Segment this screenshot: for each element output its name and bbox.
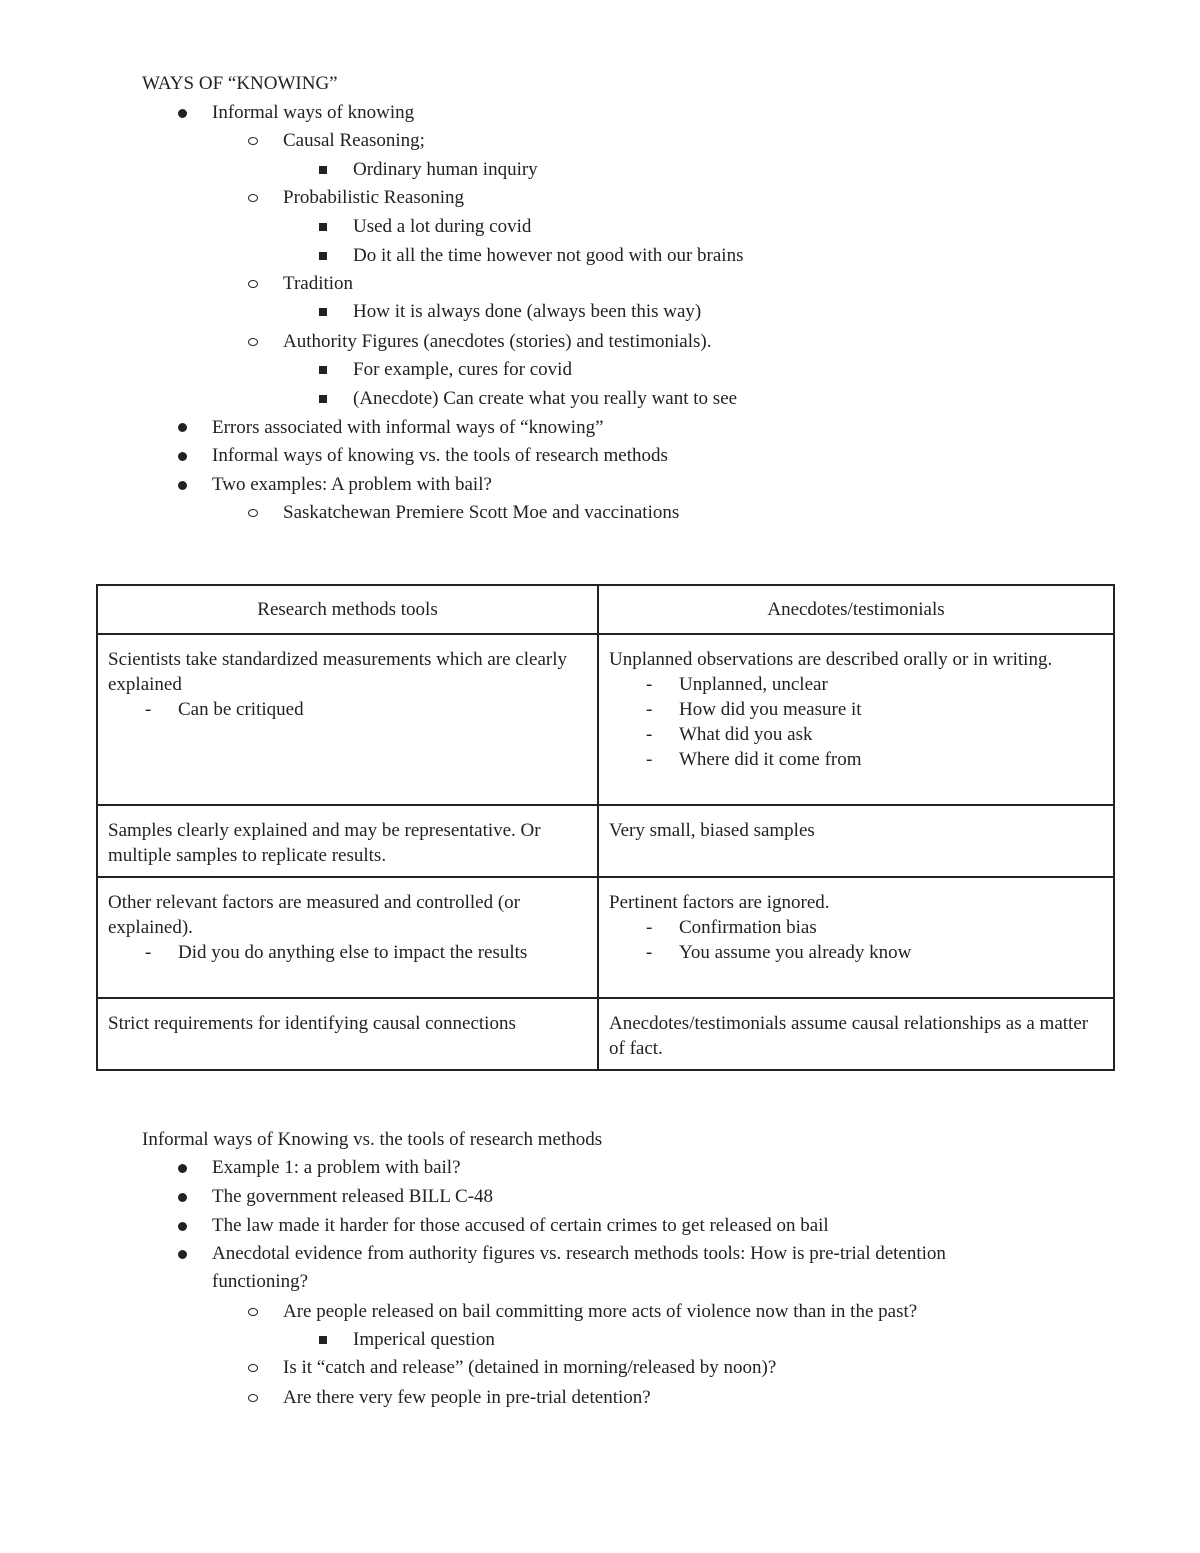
cell-text: Anecdotes/testimonials assume causal relationships as a matter of fact. bbox=[609, 1013, 1089, 1059]
cell-text: Other relevant factors are measured and controlled (or explained). bbox=[108, 892, 520, 938]
list-item: Ordinary human inquiry bbox=[353, 159, 538, 180]
dash-marker: - bbox=[646, 917, 653, 938]
table-row bbox=[97, 877, 1114, 998]
cell-text: Very small, biased samples bbox=[609, 820, 815, 841]
cell-text: Pertinent factors are ignored. bbox=[609, 892, 830, 913]
list-item: Anecdotal evidence from authority figures vs. research methods tools: How is pre-trial detention bbox=[212, 1243, 946, 1264]
sub-item bbox=[609, 672, 1103, 697]
table-cell bbox=[97, 998, 598, 1070]
cell-text: Unplanned observations are described orally or in writing. bbox=[609, 649, 1053, 670]
bullet-circle bbox=[248, 194, 258, 202]
bullet-circle bbox=[248, 1364, 258, 1372]
list-item: Is it “catch and release” (detained in morning/released by noon)? bbox=[283, 1357, 777, 1378]
list-item: The law made it harder for those accused of certain crimes to get released on bail bbox=[212, 1215, 829, 1236]
list-item: Probabilistic Reasoning bbox=[283, 187, 465, 208]
list-item: Saskatchewan Premiere Scott Moe and vaccinations bbox=[283, 502, 680, 523]
table-cell bbox=[97, 805, 598, 877]
cell-text: Samples clearly explained and may be representative. Or multiple samples to replicate results. bbox=[108, 820, 541, 866]
bullet-disc bbox=[178, 481, 187, 490]
bullet-circle bbox=[248, 1308, 258, 1316]
list-item: Two examples: A problem with bail? bbox=[212, 474, 492, 495]
header-anecdotes: Anecdotes/testimonials bbox=[598, 585, 1114, 634]
list-item: Errors associated with informal ways of “knowing” bbox=[212, 417, 604, 438]
bullet-disc bbox=[178, 1222, 187, 1231]
table-cell bbox=[598, 634, 1114, 805]
bullet-disc bbox=[178, 452, 187, 461]
bullet-circle bbox=[248, 509, 258, 517]
sub-item-text: Can be critiqued bbox=[178, 699, 304, 720]
bullet-square bbox=[319, 308, 327, 316]
table-cell bbox=[598, 998, 1114, 1070]
bullet-square bbox=[319, 1336, 327, 1344]
table-header-row bbox=[97, 585, 1114, 634]
list-item: Tradition bbox=[283, 273, 354, 294]
list-item: Informal ways of knowing vs. the tools of research methods bbox=[212, 445, 668, 466]
list-item: How it is always done (always been this way) bbox=[353, 301, 702, 322]
bullet-circle bbox=[248, 1394, 258, 1402]
bullet-square bbox=[319, 366, 327, 374]
list-item: (Anecdote) Can create what you really want to see bbox=[353, 388, 738, 409]
dash-marker: - bbox=[646, 724, 653, 745]
sub-item bbox=[609, 722, 1103, 747]
page-title: WAYS OF “KNOWING” bbox=[142, 73, 338, 94]
bullet-circle bbox=[248, 137, 258, 145]
list-item: The government released BILL C-48 bbox=[212, 1186, 494, 1207]
table-cell bbox=[97, 877, 598, 998]
bullet-square bbox=[319, 252, 327, 260]
dash-marker: - bbox=[145, 942, 152, 963]
section-heading: Informal ways of Knowing vs. the tools of research methods bbox=[142, 1129, 603, 1150]
sub-item-text: Did you do anything else to impact the results bbox=[178, 942, 528, 963]
sub-item bbox=[108, 697, 587, 722]
list-item: Authority Figures (anecdotes (stories) and testimonials). bbox=[283, 331, 712, 352]
dash-marker: - bbox=[646, 749, 653, 770]
header-research-tools: Research methods tools bbox=[97, 585, 598, 634]
sub-item-text: Unplanned, unclear bbox=[679, 674, 828, 695]
cell-text: Strict requirements for identifying causal connections bbox=[108, 1013, 516, 1034]
bullet-square bbox=[319, 223, 327, 231]
table-row bbox=[97, 998, 1114, 1070]
bullet-square bbox=[319, 166, 327, 174]
sub-item bbox=[609, 697, 1103, 722]
sub-item-text: How did you measure it bbox=[679, 699, 862, 720]
bullet-disc bbox=[178, 1164, 187, 1173]
sub-item-text: You assume you already know bbox=[679, 942, 912, 963]
table-row bbox=[97, 805, 1114, 877]
sub-item-text: Confirmation bias bbox=[679, 917, 817, 938]
bullet-disc bbox=[178, 1250, 187, 1259]
cell-text: Scientists take standardized measurements which are clearly explained bbox=[108, 649, 567, 695]
sub-item bbox=[609, 915, 1103, 940]
list-item: Informal ways of knowing bbox=[212, 102, 415, 123]
list-item: Used a lot during covid bbox=[353, 216, 532, 237]
sub-item-text: What did you ask bbox=[679, 724, 813, 745]
bullet-disc bbox=[178, 423, 187, 432]
sub-item-text: Where did it come from bbox=[679, 749, 862, 770]
dash-marker: - bbox=[646, 674, 653, 695]
bullet-disc bbox=[178, 1193, 187, 1202]
list-item: For example, cures for covid bbox=[353, 359, 572, 380]
list-item-continuation: functioning? bbox=[212, 1271, 309, 1292]
sub-item bbox=[108, 940, 557, 965]
list-item: Are there very few people in pre-trial detention? bbox=[283, 1387, 651, 1408]
table-cell bbox=[97, 634, 598, 805]
list-item: Causal Reasoning; bbox=[283, 130, 425, 151]
sub-item bbox=[609, 747, 1103, 772]
bullet-disc bbox=[178, 109, 187, 118]
table-row bbox=[97, 634, 1114, 805]
dash-marker: - bbox=[646, 699, 653, 720]
bullet-square bbox=[319, 395, 327, 403]
sub-item bbox=[609, 940, 1103, 965]
dash-marker: - bbox=[646, 942, 653, 963]
list-item: Are people released on bail committing more acts of violence now than in the past? bbox=[283, 1301, 918, 1322]
list-item: Example 1: a problem with bail? bbox=[212, 1157, 461, 1178]
bullet-circle bbox=[248, 280, 258, 288]
dash-marker: - bbox=[145, 699, 152, 720]
bullet-circle bbox=[248, 338, 258, 346]
list-item: Imperical question bbox=[353, 1329, 495, 1350]
table-cell bbox=[598, 805, 1114, 877]
list-item: Do it all the time however not good with our brains bbox=[353, 245, 744, 266]
table-cell bbox=[598, 877, 1114, 998]
methods-table bbox=[96, 584, 1115, 1071]
